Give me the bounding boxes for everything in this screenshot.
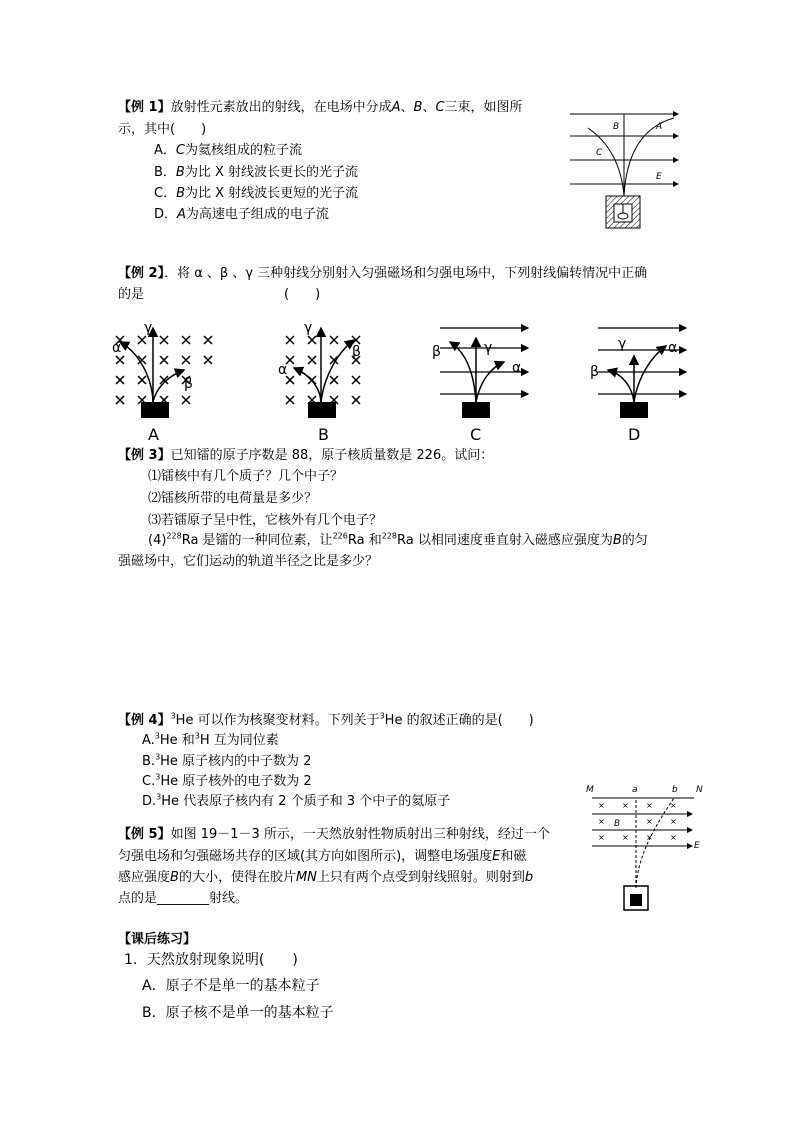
ex3-question-2: ⑵镭核所带的电荷量是多少？	[148, 491, 318, 506]
svg-text:×: ×	[598, 801, 605, 810]
ex1-option-a: A．C为氦核组成的粒子流	[154, 143, 302, 158]
ex5-line3: 感应强度B的大小，使得在胶片MN上只有两个点受到射线照射。则射到b	[118, 870, 534, 885]
figure-d-label: D	[628, 425, 641, 444]
svg-text:E: E	[694, 841, 700, 851]
svg-text:M: M	[586, 785, 594, 795]
homework-q1-option-b: B．原子核不是单一的基本粒子	[142, 1005, 334, 1021]
svg-text:×: ×	[670, 801, 677, 810]
ex4-option-a: A.$^3$He 和$^3$H 互为同位素	[142, 731, 279, 748]
figure-b	[278, 320, 361, 444]
homework-title: 【课后练习】	[118, 932, 197, 947]
figure-a	[112, 320, 212, 444]
svg-text:β: β	[590, 364, 599, 380]
ex1-electric-field-figure	[566, 100, 686, 232]
homework-q1-option-a: A．原子不是单一的基本粒子	[142, 978, 320, 994]
ex4-option-d: D.$^3$He 代表原子核内有 2 个质子和 3 个中子的氦原子	[142, 792, 451, 809]
answer-blank: ________	[157, 891, 210, 906]
svg-text:γ: γ	[304, 320, 313, 336]
svg-text:×: ×	[622, 833, 629, 842]
ray-c	[588, 128, 624, 196]
svg-text:B: B	[614, 819, 621, 829]
ex5-tag: 【例 5】	[118, 827, 171, 842]
ex5-line4: 点的是________射线。	[118, 891, 249, 906]
svg-text:a: a	[632, 785, 638, 795]
svg-text:×: ×	[622, 801, 629, 810]
svg-text:β: β	[352, 344, 361, 360]
svg-text:×: ×	[670, 817, 677, 826]
ex5-line1: 【例 5】如图 19－1－3 所示，一天然放射性物质射出三种射线，经过一个	[118, 827, 550, 842]
ex3-stem: 【例 3】已知镭的原子序数是 88，原子核质量数是 226。试问：	[118, 448, 494, 463]
svg-text:β: β	[184, 376, 193, 392]
ex3-question-4: $(4)^{228}Ra$ 是镭的一种同位素，让$^{226}$Ra 和$^{228}$Ra 以相同速度垂直射入磁感应强度为B的匀	[148, 531, 648, 548]
figure-c	[432, 328, 528, 444]
ex3-question-3: ⑶若镭原子呈中性，它核外有几个电子？	[148, 513, 383, 528]
ex5-em-field-figure	[584, 782, 710, 914]
fig-label-a: A	[656, 122, 663, 132]
ex5-line2: 匀强电场和匀强磁场共存的区域(其方向如图所示)，调整电场强度E和磁	[118, 849, 527, 864]
ex2-paren: ( )	[284, 287, 321, 302]
svg-text:×: ×	[598, 833, 605, 842]
svg-text:α: α	[512, 360, 522, 376]
svg-text:γ: γ	[618, 336, 627, 352]
svg-text:α: α	[112, 340, 122, 356]
svg-text:×: ×	[646, 817, 653, 826]
ex4-option-c: C.$^3$He 原子核外的电子数为 2	[142, 772, 312, 789]
fig-label-e: E	[656, 172, 662, 182]
ex2-tag: 【例 2】	[118, 266, 165, 281]
ex2-line2: 的是	[118, 287, 145, 302]
svg-text:×: ×	[646, 801, 653, 810]
svg-text:γ: γ	[144, 320, 153, 336]
ex3-question-1: ⑴镭核中有几个质子？几个中子？	[148, 469, 344, 484]
ex4-option-b: B.$^3$He 原子核内的中子数为 2	[142, 752, 312, 769]
svg-text:α: α	[278, 362, 288, 378]
homework-q1: 1．天然放射现象说明( )	[124, 952, 298, 968]
ex1-line2: 示，其中( )	[118, 122, 207, 137]
svg-text:α: α	[668, 340, 678, 356]
ex1-option-d: D．A为高速电子组成的电子流	[154, 207, 329, 222]
ex1-option-b: B．B为比 X 射线波长更长的光子流	[154, 165, 359, 180]
figure-d	[590, 328, 686, 444]
ex4-stem: 【例 4】$^3$He 可以作为核聚变材料。下列关于$^3$He 的叙述正确的是( )	[118, 711, 534, 728]
ex1-tag: 【例 1】	[118, 100, 171, 115]
ex1-option-c: C．B为比 X 射线波长更短的光子流	[154, 186, 359, 201]
ex3-question-4-line2: 强磁场中，它们运动的轨道半径之比是多少？	[118, 554, 379, 569]
ex2-line1: 【例 2】．将 α 、β 、γ 三种射线分别射入匀强磁场和匀强电场中，下列射线偏转情况中正确	[118, 266, 648, 281]
ex1-line1: 【例 1】放射性元素放出的射线，在电场中分成A、B、C三束，如图所	[118, 100, 523, 115]
svg-text:N: N	[696, 785, 703, 795]
ex2-deflection-figures	[108, 316, 698, 444]
figure-c-label: C	[470, 425, 482, 444]
figure-b-label: B	[318, 425, 329, 444]
fig-label-c: C	[596, 148, 603, 158]
svg-text:b: b	[672, 785, 678, 795]
ex4-tag: 【例 4】	[118, 713, 171, 728]
svg-text:×: ×	[598, 817, 605, 826]
svg-text:×: ×	[646, 833, 653, 842]
svg-text:β: β	[432, 344, 441, 360]
svg-text:×: ×	[670, 833, 677, 842]
fig-label-b: B	[613, 122, 620, 132]
figure-a-label: A	[148, 425, 159, 444]
svg-text:γ: γ	[484, 340, 493, 356]
ex3-tag: 【例 3】	[118, 448, 171, 463]
